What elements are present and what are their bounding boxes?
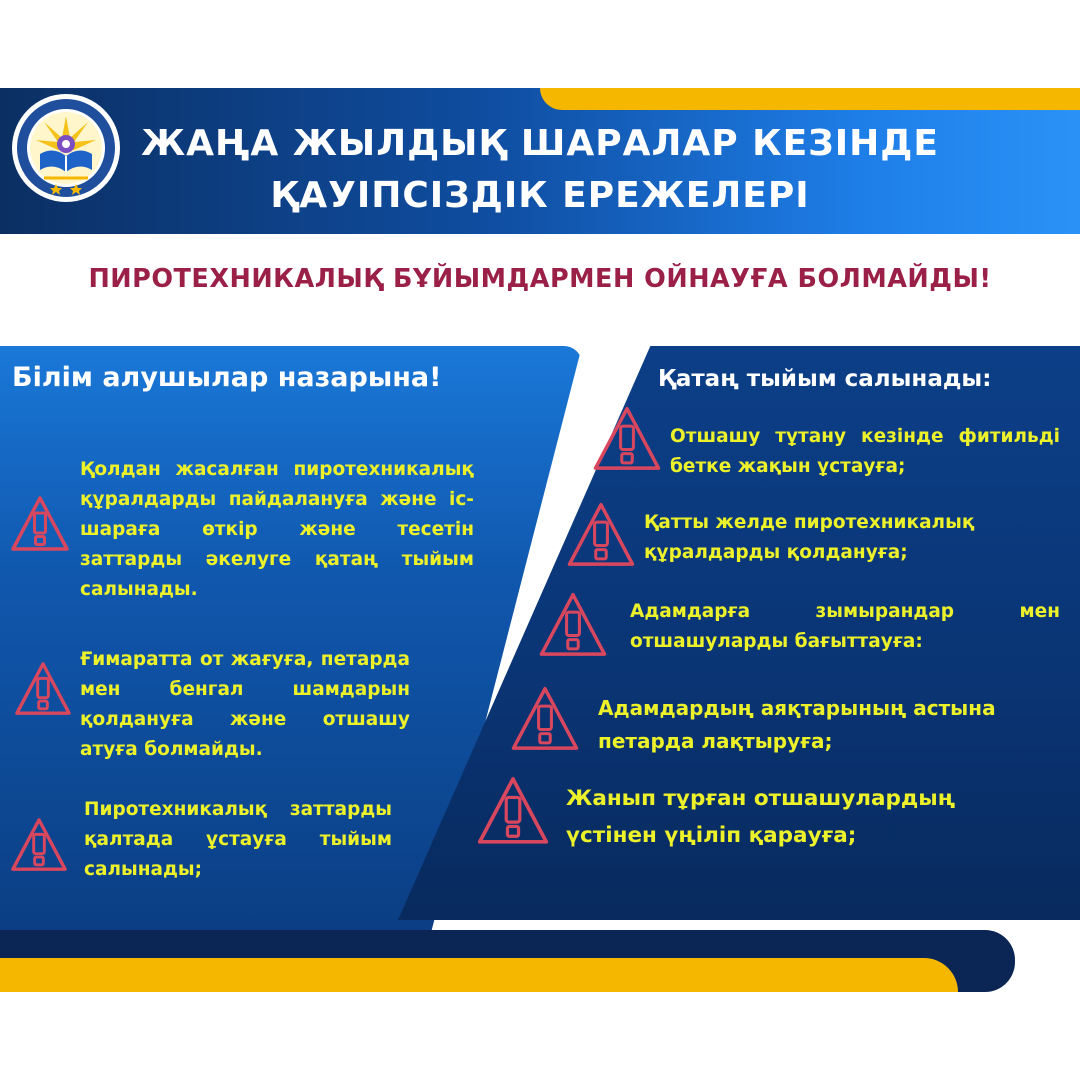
warning-triangle-icon bbox=[592, 404, 662, 474]
right-item-5: Жанып тұрған отшашулардың үстінен үңіліп қарауға; bbox=[566, 786, 956, 848]
warning-triangle-icon bbox=[566, 500, 636, 570]
left-panel-heading: Білім алушылар назарына! bbox=[12, 362, 442, 393]
school-emblem-icon bbox=[10, 92, 122, 204]
page-title-line2: ҚАУІПСІЗДІК ЕРЕЖЕЛЕРІ bbox=[270, 175, 810, 216]
header-banner bbox=[0, 88, 1080, 234]
left-item-1: Қолдан жасалған пиротехникалық құралдарды пайдалануға және іс-шараға өткір және тесетін заттарды әкелуге қатаң тыйым салынады. bbox=[80, 459, 474, 600]
header-accent-stripe bbox=[540, 88, 1080, 110]
warning-triangle-icon bbox=[476, 774, 550, 848]
footer-yellow-stripe bbox=[0, 958, 958, 992]
right-item-3: Адамдарға зымырандар мен отшашуларды бағыттауға: bbox=[630, 601, 1060, 652]
warning-triangle-icon bbox=[14, 660, 72, 718]
left-item-3: Пиротехникалық заттарды қалтада ұстауға тыйым салынады; bbox=[84, 799, 392, 880]
right-panel-heading: Қатаң тыйым салынады: bbox=[658, 366, 992, 392]
right-item-2: Қатты желде пиротехникалық құралдарды қолдануға; bbox=[644, 512, 975, 563]
warning-triangle-icon bbox=[538, 590, 608, 660]
warning-triangle-icon bbox=[510, 684, 580, 754]
subtitle: ПИРОТЕХНИКАЛЫҚ БҰЙЫМДАРМЕН ОЙНАУҒА БОЛМАЙДЫ! bbox=[88, 264, 992, 294]
right-item-4: Адамдардың аяқтарының астына петарда лақтыруға; bbox=[598, 696, 996, 753]
page-title bbox=[130, 118, 950, 222]
warning-triangle-icon bbox=[10, 494, 70, 554]
right-item-1: Отшашу тұтану кезінде фитильді бетке жақын ұстауға; bbox=[670, 426, 1060, 477]
warning-triangle-icon bbox=[10, 816, 68, 874]
left-item-2: Ғимаратта от жағуға, петарда мен бенгал шамдарын қолдануға және отшашу атуға болмайды. bbox=[80, 649, 410, 760]
page-title-line1: ЖАҢА ЖЫЛДЫҚ ШАРАЛАР КЕЗІНДЕ bbox=[141, 123, 939, 164]
